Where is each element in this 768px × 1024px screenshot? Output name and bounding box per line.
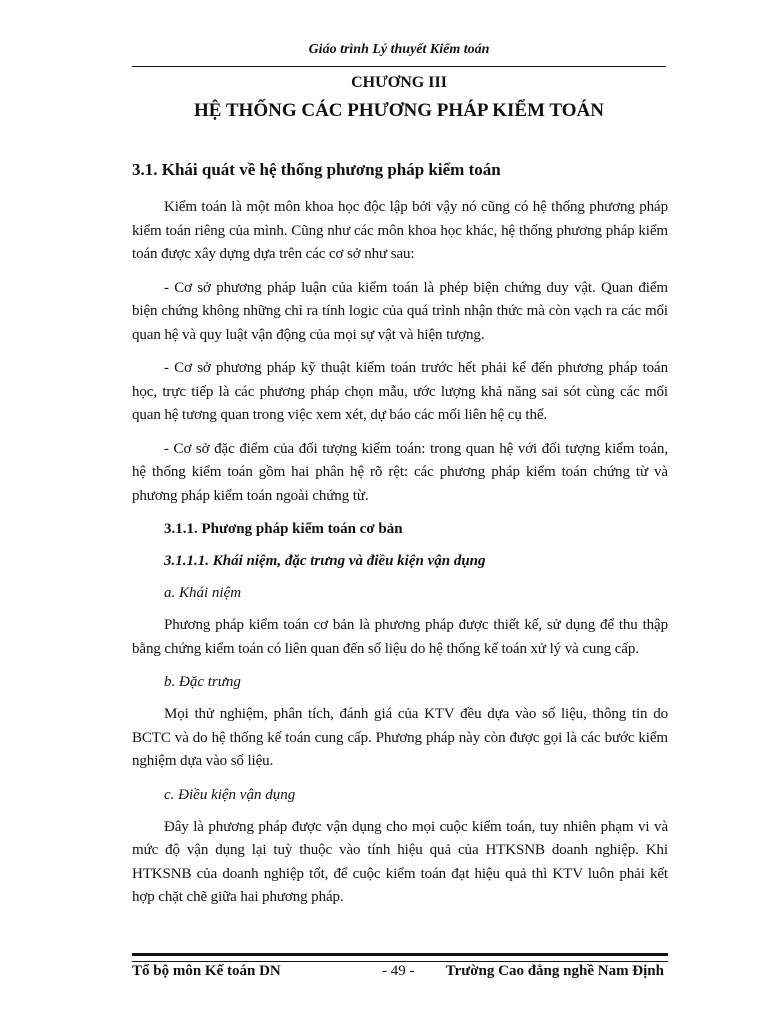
item-a-label: a. Khái niệm <box>164 585 242 601</box>
body-content <box>132 157 668 920</box>
running-header: Giáo trình Lý thuyết Kiểm toán <box>308 42 490 57</box>
item-b-label: b. Đặc trưng <box>164 674 241 690</box>
bullet-paragraph: - Cơ sở phương pháp luận của kiểm toán là phép biện chứng duy vật. Quan điểm biện chứng không những chỉ ra tính logic của quá trình nhận thức mà còn vạch ra các mối quan hệ và quy luật vận động của mọi sự vật và hiện tượng. <box>132 279 668 343</box>
item-c-paragraph: Đây là phương pháp được vận dụng cho mọi cuộc kiểm toán, tuy nhiên phạm vi và mức độ vận dụng lại tuỳ thuộc vào tính hiệu quả của HTKSNB doanh nghiệp. Khi HTKSNB của doanh nghiệp tốt, để cuộc kiểm toán đạt hiệu quả thì KTV luôn phải kết hợp chặt chẽ giữa hai phương pháp. <box>132 818 668 905</box>
bullet-paragraph: - Cơ sở phương pháp kỹ thuật kiểm toán trước hết phải kể đến phương pháp toán học, trực tiếp là các phương pháp chọn mẫu, ước lượng khả năng sai sót cùng các mối quan hệ tương quan trong việc xem xét, dự báo các mối liên hệ cụ thể. <box>132 360 668 423</box>
item-c-label: c. Điều kiện vận dụng <box>164 786 296 803</box>
chapter-title: HỆ THỐNG CÁC PHƯƠNG PHÁP KIỂM TOÁN <box>194 100 604 121</box>
intro-paragraph: Kiểm toán là một môn khoa học độc lập bởi vậy nó cũng có hệ thống phương pháp kiểm toán riêng của mình. Cũng như các môn khoa học khác, hệ thống phương pháp kiểm toán được xây dựng dựa trên các cơ sở như sau: <box>132 199 668 262</box>
subsubsection-heading: 3.1.1.1. Khái niệm, đặc trưng và điều kiện vận dụng <box>164 553 486 569</box>
item-b-paragraph: Mọi thử nghiệm, phân tích, đánh giá của KTV đều dựa vào số liệu, thông tin do BCTC và do hệ thống kế toán cung cấp. Phương pháp này còn được gọi là các bước kiểm nghiệm dựa vào số liệu. <box>132 706 668 769</box>
bullet-paragraph: - Cơ sở đặc điểm của đối tượng kiểm toán: trong quan hệ với đối tượng kiểm toán, hệ thống kiểm toán gồm hai phân hệ rõ rệt: các phương pháp kiểm toán chứng từ và phương pháp kiểm toán ngoài chứng từ. <box>132 440 668 504</box>
footer-school: Trường Cao đẳng nghề Nam Định <box>445 963 664 979</box>
section-heading: 3.1. Khái quát về hệ thống phương pháp kiểm toán <box>132 160 501 179</box>
page-footer <box>132 963 668 983</box>
chapter-number: CHƯƠNG III <box>351 74 447 91</box>
footer-department: Tổ bộ môn Kế toán DN <box>132 963 281 979</box>
header-rule <box>132 66 666 67</box>
item-a-paragraph: Phương pháp kiểm toán cơ bản là phương pháp được thiết kế, sử dụng để thu thập bằng chứng kiểm toán có liên quan đến số liệu do hệ thống kế toán xử lý và cung cấp. <box>132 617 668 657</box>
page-number: - 49 - <box>382 963 415 979</box>
subsection-heading: 3.1.1. Phương pháp kiểm toán cơ bản <box>164 521 403 537</box>
footer-rule <box>132 953 668 962</box>
